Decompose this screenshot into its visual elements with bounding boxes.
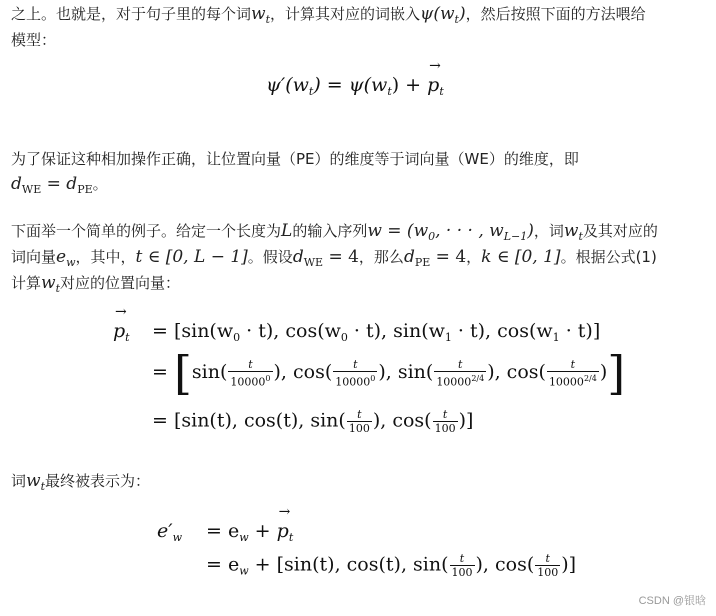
paragraph-example-line2: 词向量$e_w$，其中，t ∈ [0, L − 1]。假设$d_{WE} = 4$，那么$d_{PE} = 4$，k ∈ [0, 1]。根据公式(1) xyxy=(11,247,657,269)
fraction: $\frac{t}{100}$ xyxy=(537,552,559,579)
text: ，计算其对应的词嵌入 xyxy=(270,5,421,23)
math-k: k ∈ [0, 1] xyxy=(481,247,561,267)
equation-3-row-2: = $e_w + [\sin(t)$, cos(t), sin( $\frac{t}{100}$ ), cos( $\frac{t}{100}$ )] xyxy=(206,552,577,579)
equation-2-row-1: = [$\sin(w_0 \cdot t)$, $\cos(w_0 \cdot t)$, $\sin(w_1 \cdot t)$, $\cos(w_1 \cdot t)$] xyxy=(152,320,601,344)
fraction: $\frac{t}{100}$ xyxy=(434,408,456,435)
text: ，然后按照下面的方法喂给 xyxy=(465,5,646,23)
paragraph-final: 词$w_t$最终被表示为： xyxy=(11,471,151,493)
fraction: $\frac{t}{100}$ xyxy=(451,552,473,579)
math-wt: $w_t$ xyxy=(26,471,45,493)
equation-2-row-2: = [sin( $\frac{t}{10000^0}$ ), cos( $\frac{t}{10000^0}$ ), sin( $\frac{t}{10000^{2/4}}$ ), cos( $\frac{t}{10000^{2/4}}$ )] xyxy=(152,346,626,400)
math-wt: $w_t$ xyxy=(251,4,270,26)
math-range: t ∈ [0, L − 1] xyxy=(135,247,248,267)
watermark: CSDN @银晗 xyxy=(638,595,706,607)
paragraph-dimension: 为了保证这种相加操作正确，让位置向量（PE）的维度等于词向量（WE）的维度，即 xyxy=(11,150,579,168)
math-ewt: $e_w$ xyxy=(56,247,76,269)
math-wt: $w_t$ xyxy=(563,221,583,243)
math-dwe-4: $d_{WE} = 4$ xyxy=(292,247,359,269)
equation-2-lhs: → $p_t$ xyxy=(113,320,130,344)
fraction: $\frac{t}{10000^0}$ xyxy=(335,357,376,389)
fraction: $\frac{t}{10000^0}$ xyxy=(230,357,271,389)
fraction: $\frac{t}{10000^{2/4}}$ xyxy=(436,357,485,389)
paragraph-dimension-line2: $d_{WE} = d_{PE}$。 xyxy=(11,174,108,196)
math-wt: $w_t$ xyxy=(41,273,60,295)
equation-3-lhs: $e'_w$ xyxy=(157,520,182,544)
paragraph-intro-line2: 模型： xyxy=(11,31,57,49)
equation-3-row-1: = $e_w$ + → $p_t$ xyxy=(206,520,293,544)
math-dpe-4: $d_{PE} = 4$ xyxy=(403,247,467,269)
paragraph-example: 下面举一个简单的例子。给定一个长度为L的输入序列$w = (w_0$, · · · , $w_{L-1}$)，词$w_t$及其对应的 xyxy=(11,221,658,243)
math-sequence: $w = (w_0$, · · · , $w_{L-1}$) xyxy=(367,221,534,243)
fraction: $\frac{t}{100}$ xyxy=(348,408,370,435)
paragraph-example-line3: 计算$w_t$对应的位置向量： xyxy=(11,273,181,295)
text: 之上。也就是，对于句子里的每个词 xyxy=(11,5,252,23)
math-dpe: $d_{PE}$ xyxy=(66,174,93,196)
math-psi-wt: $\psi(w_t)$ xyxy=(420,4,466,26)
math-L: L xyxy=(281,221,293,241)
equation-1: $\psi'(w_t) = \psi(w_t)$ + → $p_t$ xyxy=(266,74,444,98)
equation-2-row-3: = [sin(t), cos(t), sin( $\frac{t}{100}$ ), cos( $\frac{t}{100}$ )] xyxy=(152,408,474,435)
fraction: $\frac{t}{10000^{2/4}}$ xyxy=(548,357,597,389)
math-dwe: $d_{WE}$ xyxy=(11,174,42,196)
